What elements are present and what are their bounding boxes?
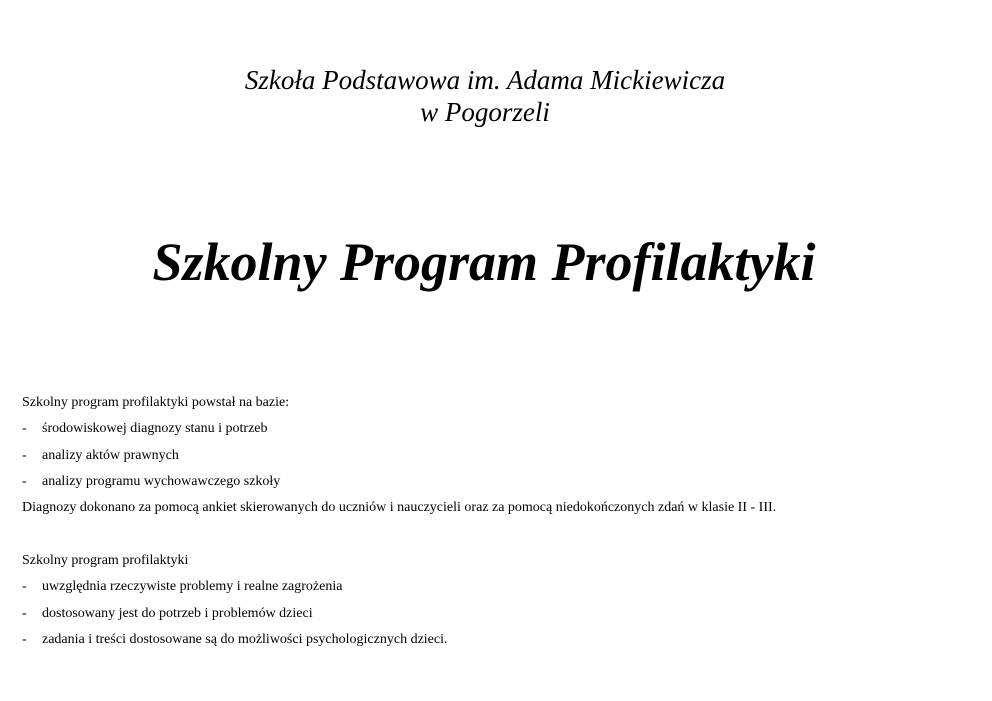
document-title: Szkolny Program Profilaktyki bbox=[152, 232, 816, 292]
section-basis bbox=[22, 390, 962, 521]
list-item bbox=[22, 443, 962, 469]
list-item-text: dostosowany jest do potrzeb i problemów dzieci bbox=[42, 605, 313, 621]
school-header bbox=[0, 64, 970, 128]
list-item bbox=[22, 574, 962, 600]
section-basis-intro: Szkolny program profilaktyki powstał na bazie: bbox=[22, 395, 290, 410]
bullet-dash: - bbox=[22, 631, 27, 647]
list-item-text: środowiskowej diagnozy stanu i potrzeb bbox=[42, 421, 268, 437]
bullet-dash: - bbox=[22, 605, 27, 621]
section-features bbox=[22, 548, 962, 653]
list-item-text: analizy aktów prawnych bbox=[42, 447, 179, 463]
section-features-intro: Szkolny program profilaktyki bbox=[22, 553, 189, 568]
list-item-text: uwzględnia rzeczywiste problemy i realne zagrożenia bbox=[42, 579, 343, 595]
diagnosis-note: Diagnozy dokonano za pomocą ankiet skierowanych do uczniów i nauczycieli oraz za pomocą niedokończonych zdań w klasie II - III. bbox=[22, 500, 777, 516]
school-location: w Pogorzeli bbox=[420, 97, 550, 127]
list-item bbox=[22, 601, 962, 627]
bullet-dash: - bbox=[22, 473, 27, 489]
list-item-text: analizy programu wychowawczego szkoły bbox=[42, 473, 281, 489]
list-item-text: zadania i treści dostosowane są do możliwości psychologicznych dzieci. bbox=[42, 631, 448, 647]
list-item bbox=[22, 627, 962, 653]
list-item bbox=[22, 469, 962, 495]
school-name: Szkoła Podstawowa im. Adama Mickiewicza bbox=[244, 65, 726, 95]
bullet-dash: - bbox=[22, 447, 27, 463]
bullet-dash: - bbox=[22, 421, 27, 437]
list-item bbox=[22, 416, 962, 442]
bullet-dash: - bbox=[22, 579, 27, 595]
